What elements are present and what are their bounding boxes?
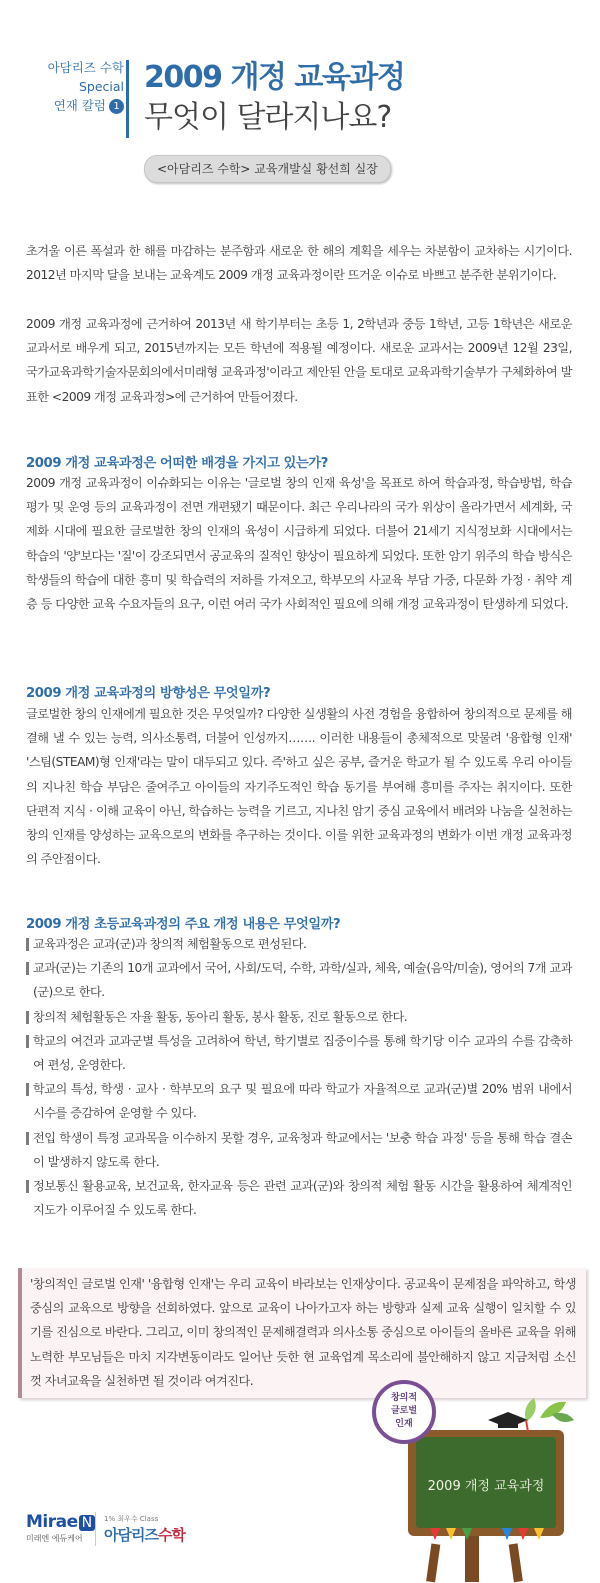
graduation-cap-icon bbox=[488, 1412, 528, 1432]
adamrize-math-logo bbox=[104, 1514, 185, 1545]
list-item: 교과(군)는 기존의 10개 교과에서 국어, 사회/도덕, 수학, 과학/실과, 체육, 예술(음악/미술), 영어의 7개 교과(군)으로 한다. bbox=[26, 956, 572, 1004]
series-line-3-text: 연재 칼럼 bbox=[53, 98, 106, 113]
list-item: 학교의 특성, 학생 · 교사 · 학부모의 요구 및 필요에 따라 학교가 자율적으로 교과(군)별 20% 범위 내에서 시수를 증감하여 운영할 수 있다. bbox=[26, 1077, 572, 1125]
page-title: 2009 개정 교육과정 bbox=[144, 60, 405, 95]
badge-line-1: 창의적 bbox=[390, 1393, 418, 1403]
series-line-2: Special bbox=[78, 79, 124, 94]
adal-logo-name-a: 아담리즈 bbox=[104, 1526, 158, 1544]
section-2-heading: 2009 개정 교육과정의 방향성은 무엇일까? bbox=[26, 686, 271, 701]
list-item: 전입 학생이 특정 교과목을 이수하지 못할 경우, 교육청과 학교에서는 '보충 학습 과정' 등을 통해 학습 결손이 발생하지 않도록 한다. bbox=[26, 1126, 572, 1174]
list-item: 정보통신 활용교육, 보건교육, 한자교육 등은 관련 교과(군)와 창의적 체험 활동 시간을 활용하여 체계적인 지도가 이루어질 수 있도록 한다. bbox=[26, 1174, 572, 1222]
list-item: 교육과정은 교과(군)과 창의적 체험활동으로 편성된다. bbox=[26, 932, 572, 956]
page-subtitle: 무엇이 달라지나요? bbox=[144, 100, 392, 135]
closing-text: '창의적인 글로벌 인재' '융합형 인재'는 우리 교육이 바라보는 인재상이다. 공교육이 문제점을 파악하고, 학생중심의 교육으로 방향을 선회하였다. 앞으로 교육이 나아가고자 하는 방향과 실제 교육 실행이 일치할 수 있기를 진심으로 바란다. 그리고, 이미 창의적인 문제해결력과 의사소통 중심으로 아이들의 올바른 교육을 위해 노력한 부모님들은 마치 지각변동이라도 일어난 듯한 현 교육업계 목소리에 불안해하지 않고 지금처럼 소신껏 자녀교육을 실천하면 될 것이라 여겨진다. bbox=[30, 1277, 576, 1388]
section-1-body: 2009 개정 교육과정이 이슈화되는 이유는 '글로벌 창의 인재 육성'을 목표로 하여 학습과정, 학습방법, 학습평가 및 운영 등의 교육과정이 전면 개편됐기 때문이다. 최근 우리나라의 국가 위상이 올라가면서 세계화, 국제화 시대에 필요한 글로벌한 창의 인재의 육성이 시급하게 되었다. 더불어 21세기 지식정보화 시대에서는 학습의 '양'보다는 '질'이 강조되면서 공교육의 질적인 향상이 필요하게 되었다. 또한 암기 위주의 학습 방식은 학생들의 학습에 대한 흥미 및 학습력의 저하를 가져오고, 학부모의 사교육 부담 가중, 다문화 가정 · 취약 계층 등 다양한 교육 수요자들의 요구, 이런 여러 국가 사회적인 필요에 의해 개정 교육과정이 탄생하게 되었다. bbox=[26, 476, 572, 612]
mirae-logo-sub: 미래엔 에듀케어 bbox=[26, 1534, 83, 1543]
section-2-body: 글로벌한 창의 인재에게 필요한 것은 무엇일까? 다양한 실생활의 사전 경험을 융합하여 창의적으로 문제를 해결해 낼 수 있는 능력, 의사소통력, 더불어 인성까지……. 이러한 내용들이 총체적으로 맞물려 '융합형 인재' '스팀(STEAM)형 인재'라는 말이 대두되고 있다. 즉'하고 싶은 공부, 즐거운 학교가 될 수 있도록 우리 아이들의 지나친 학습 부담은 줄여주고 아이들의 자기주도적인 학습 동기를 부여해 흥미를 주자는 취지이다. 또한 단편적 지식 · 이해 교육이 아닌, 학습하는 능력을 기르고, 지나친 암기 중심 교육에서 배려와 나눔을 실천하는 창의 인재를 양성하는 교육으로의 변화를 추구하는 것이다. 이를 위한 교육과정의 변화가 이번 개정 교육과정의 주안점이다. bbox=[26, 707, 572, 867]
adal-logo-name-b: 수학 bbox=[157, 1526, 185, 1544]
badge-line-3: 인재 bbox=[395, 1419, 413, 1429]
mirae-logo-name: Mirae bbox=[26, 1512, 78, 1532]
series-line-1: 아담리즈 수학 bbox=[47, 60, 124, 75]
section-1-heading: 2009 개정 교육과정은 어떠한 배경을 가지고 있는가? bbox=[26, 456, 328, 471]
section-3-list bbox=[26, 932, 572, 1222]
header-divider bbox=[126, 60, 129, 138]
list-item: 학교의 여건과 교과군별 특성을 고려하여 학년, 학기별로 집중이수를 통해 학기당 이수 교과의 수를 감축하여 편성, 운영한다. bbox=[26, 1029, 572, 1077]
chalkboard-illustration bbox=[370, 1374, 600, 1583]
intro-paragraph-2: 2009 개정 교육과정에 근거하여 2013년 새 학기부터는 초등 1, 2학년과 중등 1학년, 고등 1학년은 새로운 교과서로 배우게 되고, 2015년까지는 모든 학년에 적용될 예정이다. 새로운 교과서는 2009년 12월 23일, 국가교육과학기술자문회의에서미래형 교육과정'이라고 제안된 안을 토대로 교육과학기술부가 구체화하여 발표한 <2009 개정 교육과정>에 근거하여 만들어졌다. bbox=[26, 317, 572, 404]
section-3-heading: 2009 개정 초등교육과정의 주요 개정 내용은 무엇일까? bbox=[26, 917, 341, 932]
mirae-n-logo bbox=[26, 1512, 95, 1544]
mirae-logo-n: N bbox=[79, 1515, 95, 1531]
author-badge: <아담리즈 수학> 교육개발실 황선희 실장 bbox=[144, 155, 391, 183]
series-line-3 bbox=[18, 96, 124, 115]
intro-paragraph-1: 초겨울 이른 폭설과 한 해를 마감하는 분주함과 새로운 한 해의 계획을 세우는 차분함이 교차하는 시기이다. 2012년 마지막 달을 보내는 교육계도 2009 개정 교육과정이란 뜨거운 이슈로 바쁘고 분주한 분위기이다. bbox=[26, 244, 572, 283]
list-item: 창의적 체험활동은 자율 활동, 동아리 활동, 봉사 활동, 진로 활동으로 한다. bbox=[26, 1005, 572, 1029]
series-label bbox=[18, 58, 124, 115]
adal-logo-tagline: 1% 최우수 Class bbox=[104, 1515, 159, 1523]
badge-line-2: 글로벌 bbox=[390, 1406, 418, 1416]
chalkboard-text: 2009 개정 교육과정 bbox=[427, 1479, 545, 1494]
logo-divider bbox=[95, 1512, 96, 1546]
series-number-badge: 1 bbox=[109, 99, 124, 114]
